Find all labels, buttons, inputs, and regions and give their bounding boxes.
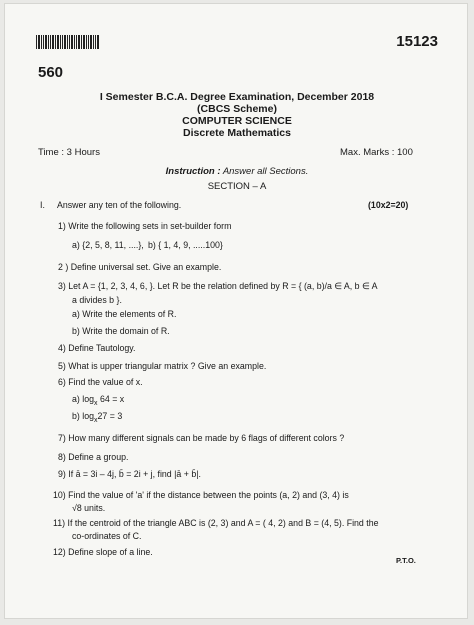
question-6a <box>72 394 124 407</box>
question-6b-rest: 27 = 3 <box>97 411 123 421</box>
part-numeral: I. <box>40 200 45 210</box>
question-6b <box>72 411 122 424</box>
question-3: 3) Let A = {1, 2, 3, 4, 6, }. Let R be the relation defined by R = { (a, b)/a ∈ A, b ∈ A <box>58 281 378 291</box>
question-1a: a) {2, 5, 8, 11, ....}, <box>72 240 144 250</box>
question-6a-base: x <box>94 399 98 407</box>
subject: COMPUTER SCIENCE <box>182 115 292 127</box>
question-1: 1) Write the following sets in set-builder form <box>58 221 232 231</box>
section-heading: SECTION – A <box>207 181 267 192</box>
instruction-label: Instruction : <box>165 166 221 177</box>
paper-code: 15123 <box>396 33 438 50</box>
question-3-cont: a divides b }. <box>72 295 122 305</box>
instruction-text: Answer all Sections. <box>222 166 309 177</box>
question-11: 11) If the centroid of the triangle ABC is (2, 3) and A = ( 4, 2) and B = (4, 5). Find the <box>53 518 379 528</box>
part-text: Answer any ten of the following. <box>57 200 182 210</box>
question-1b: b) { 1, 4, 9, .....100} <box>148 240 223 250</box>
scheme: (CBCS Scheme) <box>197 103 277 115</box>
question-12: 12) Define slope of a line. <box>53 547 153 557</box>
question-6: 6) Find the value of x. <box>58 377 143 387</box>
barcode <box>36 35 100 49</box>
question-10: 10) Find the value of 'a' if the distance between the points (a, 2) and (3, 4) is <box>53 490 349 500</box>
instruction <box>0 166 474 177</box>
question-4: 4) Define Tautology. <box>58 343 136 353</box>
question-6a-log: a) log <box>72 394 95 404</box>
question-8: 8) Define a group. <box>58 452 129 462</box>
question-10-cont: √8 units. <box>72 503 106 513</box>
question-11-cont: co-ordinates of C. <box>72 531 142 541</box>
question-9: 9) If ā = 3i – 4j, b̄ = 2i + j, find |ā + b̄|. <box>58 469 201 479</box>
question-6a-rest: 64 = x <box>97 394 125 404</box>
paper-name: Discrete Mathematics <box>183 127 291 139</box>
question-7: 7) How many different signals can be made by 6 flags of different colors ? <box>58 433 345 443</box>
pto-label: P.T.O. <box>396 556 416 565</box>
question-6b-base: x <box>94 416 98 424</box>
question-2: 2 ) Define universal set. Give an example. <box>58 262 222 272</box>
question-3a: a) Write the elements of R. <box>72 309 177 319</box>
question-6b-log: b) log <box>72 411 95 421</box>
question-3b: b) Write the domain of R. <box>72 326 170 336</box>
question-5: 5) What is upper triangular matrix ? Give an example. <box>58 361 267 371</box>
part-marks: (10x2=20) <box>368 200 409 210</box>
time-allowed: Time : 3 Hours <box>38 147 100 158</box>
paper-number: 560 <box>38 64 64 81</box>
exam-title: I Semester B.C.A. Degree Examination, December 2018 <box>99 91 375 103</box>
max-marks: Max. Marks : 100 <box>340 147 413 158</box>
